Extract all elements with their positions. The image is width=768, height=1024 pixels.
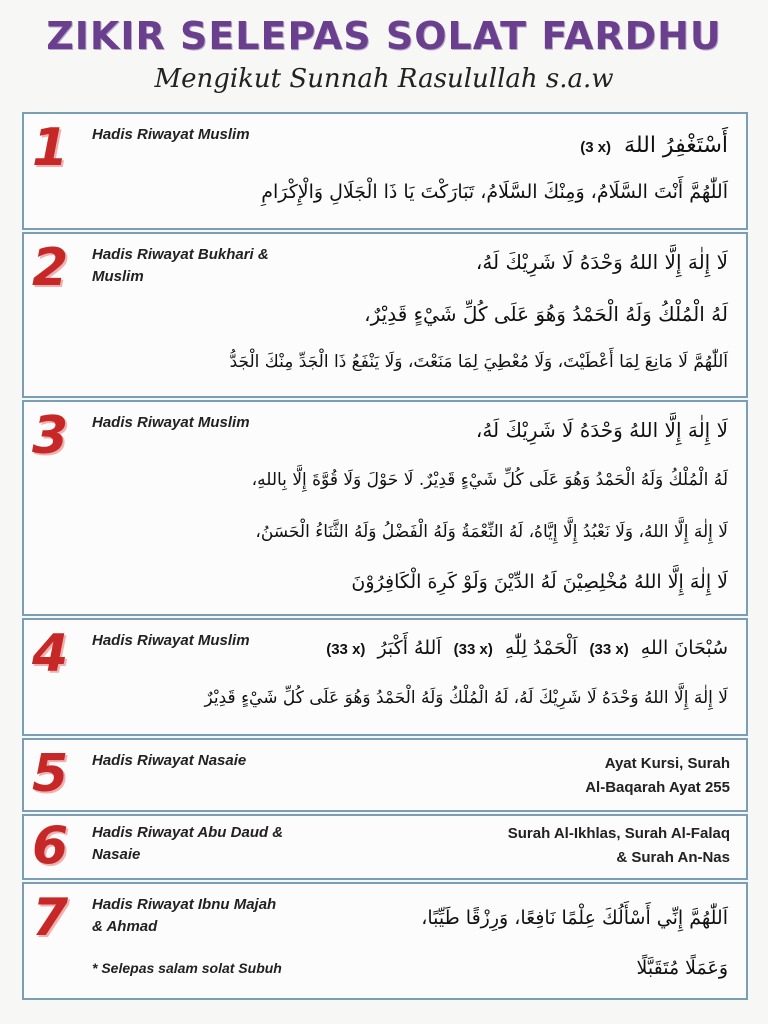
repeat-count: (33 x) [326,641,366,658]
repeat-count: (33 x) [453,641,493,658]
istighfar-text: أَسْتَغْفِرُ اللهَ [624,133,728,158]
item-number: 3 [32,406,69,466]
hadith-source: Hadis Riwayat Ibnu Majah & Ahmad [92,896,277,935]
zikir-panel-1 [22,112,748,230]
arabic-line: لَا إِلٰهَ إِلَّا اللهُ مُخْلِصِيْنَ لَهُ الدِّيْنَ وَلَوْ كَرِهَ الْكَافِرُوْنَ [351,571,728,593]
zikir-panel-6 [22,814,748,880]
hadith-source: Hadis Riwayat Bukhari & Muslim [92,246,269,285]
zikir-panel-2 [22,232,748,398]
repeat-count: (33 x) [589,641,629,658]
repeat-count: (3 x) [580,139,612,156]
item-number: 5 [32,744,69,804]
hadith-source: Hadis Riwayat Muslim [92,414,250,431]
hadith-source: Hadis Riwayat Abu Daud & Nasaie [92,824,284,863]
item-number: 7 [32,888,69,948]
takbir-text: اَللهُ أَكْبَرُ [377,637,442,659]
hadith-source: Hadis Riwayat Muslim [92,632,250,649]
arabic-line: لَا إِلٰهَ إِلَّا اللهُ وَحْدَهُ لَا شَرِيْكَ لَهُ، [475,250,728,274]
item-number: 2 [32,238,69,298]
item-number: 6 [32,816,69,876]
hadith-source: Hadis Riwayat Nasaie [92,752,247,769]
subuh-note: * Selepas salam solat Subuh [92,960,282,976]
tahmid-text: اَلْحَمْدُ لِلّٰهِ [504,637,578,659]
arabic-line: اَللّٰهُمَّ إِنِّي أَسْأَلُكَ عِلْمًا نَافِعًا، وَرِزْقًا طَيِّبًا، [421,907,728,929]
page-title: ZIKIR SELEPAS SOLAT FARDHU [46,14,722,58]
arabic-line: لَا إِلٰهَ إِلَّا اللهُ وَحْدَهُ لَا شَرِيْكَ لَهُ، [475,418,728,442]
zikir-panel-7 [22,882,748,1000]
page-subtitle: Mengikut Sunnah Rasulullah s.a.w [154,64,614,94]
zikir-panel-3 [22,400,748,616]
tasbih-line [320,636,728,662]
arabic-line: اَللّٰهُمَّ أَنْتَ السَّلَامُ، وَمِنْكَ السَّلَامُ، تَبَارَكْتَ يَا ذَا الْجَلَالِ وَالْإِكْرَامِ [261,181,728,203]
arabic-line: اَللّٰهُمَّ لَا مَانِعَ لِمَا أَعْطَيْتَ، وَلَا مُعْطِيَ لِمَا مَنَعْتَ، وَلَا يَنْفَعُ ذَا الْجَدِّ مِنْكَ الْجَدُّ [229,352,728,372]
arabic-line [574,134,728,160]
arabic-line: وَعَمَلًا مُتَقَبَّلًا [636,957,728,979]
arabic-line: لَا إِلٰهَ إِلَّا اللهُ، وَلَا نَعْبُدُ إِلَّا إِيَّاهُ، لَهُ النِّعْمَةُ وَلَهُ الْفَضْلُ وَلَهُ الثَّنَاءُ الْحَسَنُ، [255,522,728,542]
hadith-source: Hadis Riwayat Muslim [92,126,250,143]
header [0,0,768,105]
arabic-line: لَهُ الْمُلْكُ وَلَهُ الْحَمْدُ وَهُوَ عَلَى كُلِّ شَيْءٍ قَدِيْرٌ. لَا حَوْلَ وَلَا قُوَّةَ إِلَّا بِاللهِ، [251,470,728,490]
arabic-line: لَهُ الْمُلْكُ وَلَهُ الْحَمْدُ وَهُوَ عَلَى كُلِّ شَيْءٍ قَدِيْرٌ، [364,302,728,326]
item-number: 1 [32,118,69,178]
tasbih-text: سُبْحَانَ اللهِ [640,637,728,659]
surah-reference: Ayat Kursi, Surah Al-Baqarah Ayat 255 [585,755,730,796]
zikir-panel-4 [22,618,748,736]
item-number: 4 [32,624,69,684]
surah-reference: Surah Al-Ikhlas, Surah Al-Falaq & Surah An-Nas [507,825,730,866]
zikir-panel-5 [22,738,748,812]
arabic-line: لَا إِلٰهَ إِلَّا اللهُ وَحْدَهُ لَا شَرِيْكَ لَهُ، لَهُ الْمُلْكُ وَلَهُ الْحَمْدُ وَهُوَ عَلَى كُلِّ شَيْءٍ قَدِيْرٌ [204,688,728,708]
